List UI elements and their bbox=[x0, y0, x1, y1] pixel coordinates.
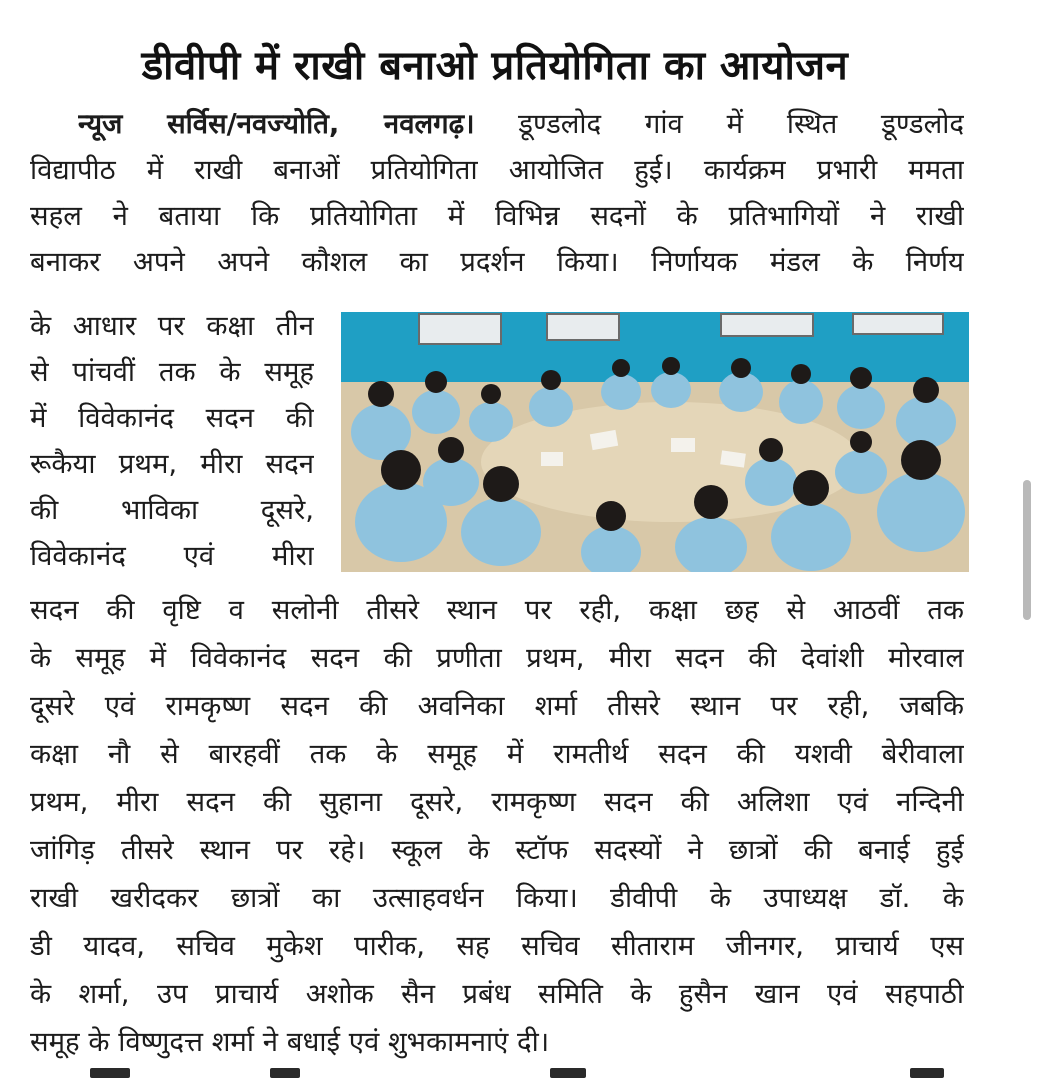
article-line-13: दूसरे एवं रामकृष्ण सदन की अवनिका शर्मा तीसरे स्थान पर रही, जबकि bbox=[30, 690, 964, 722]
next-article-fragment bbox=[30, 1068, 960, 1081]
article-line-17: राखी खरीदकर छात्रों का उत्साहवर्धन किया। डीवीपी के उपाध्यक्ष डॉ. के bbox=[30, 882, 964, 914]
previous-article-fragment bbox=[28, 0, 568, 6]
scrollbar[interactable] bbox=[1023, 480, 1031, 620]
article-line-18: डी यादव, सचिव मुकेश पारीक, सह सचिव सीताराम जीनगर, प्राचार्य एस bbox=[30, 930, 964, 962]
article-line-9: की भाविका दूसरे, bbox=[30, 494, 314, 526]
article-line-16: जांगिड़ तीसरे स्थान पर रहे। स्कूल के स्टॉफ सदस्यों ने छात्रों की बनाई हुई bbox=[30, 834, 964, 866]
article-line-5: के आधार पर कक्षा तीन bbox=[30, 310, 314, 342]
headline: डीवीपी में राखी बनाओ प्रतियोगिता का आयोजन bbox=[141, 43, 849, 89]
article-line-3: सहल ने बताया कि प्रतियोगिता में विभिन्न सदनों के प्रतिभागियों ने राखी bbox=[30, 200, 964, 232]
article-line-19: के शर्मा, उप प्राचार्य अशोक सैन प्रबंध समिति के हुसैन खान एवं सहपाठी bbox=[30, 978, 964, 1010]
article-line-2: विद्यापीठ में राखी बनाओं प्रतियोगिता आयोजित हुई। कार्यक्रम प्रभारी ममता bbox=[30, 154, 964, 186]
article-line-11: सदन की वृष्टि व सलोनी तीसरे स्थान पर रही, कक्षा छह से आठवीं तक bbox=[30, 594, 964, 626]
article-line-8: रूकैया प्रथम, मीरा सदन bbox=[30, 448, 314, 480]
article-line-1: न्यूज सर्विस/नवज्योति, नवलगढ़। डूण्डलोद गांव में स्थित डूण्डलोद bbox=[78, 108, 964, 140]
article-line-20: समूह के विष्णुदत्त शर्मा ने बधाई एवं शुभकामनाएं दी। bbox=[30, 1026, 550, 1058]
article-line-15: प्रथम, मीरा सदन की सुहाना दूसरे, रामकृष्ण सदन की अलिशा एवं नन्दिनी bbox=[30, 786, 964, 818]
article-line-12: के समूह में विवेकानंद सदन की प्रणीता प्रथम, मीरा सदन की देवांशी मोरवाल bbox=[30, 642, 964, 674]
article-line-7: में विवेकानंद सदन की bbox=[30, 402, 314, 434]
byline: न्यूज सर्विस/नवज्योति, नवलगढ़। bbox=[78, 108, 475, 140]
article-line-4: बनाकर अपने अपने कौशल का प्रदर्शन किया। निर्णायक मंडल के निर्णय bbox=[30, 246, 964, 278]
article-line-10: विवेकानंद एवं मीरा bbox=[30, 540, 314, 572]
article-photo bbox=[341, 312, 969, 572]
article-line-6: से पांचवीं तक के समूह bbox=[30, 356, 314, 388]
article-line-14: कक्षा नौ से बारहवीं तक के समूह में रामतीर्थ सदन की यशवी बेरीवाला bbox=[30, 738, 964, 770]
